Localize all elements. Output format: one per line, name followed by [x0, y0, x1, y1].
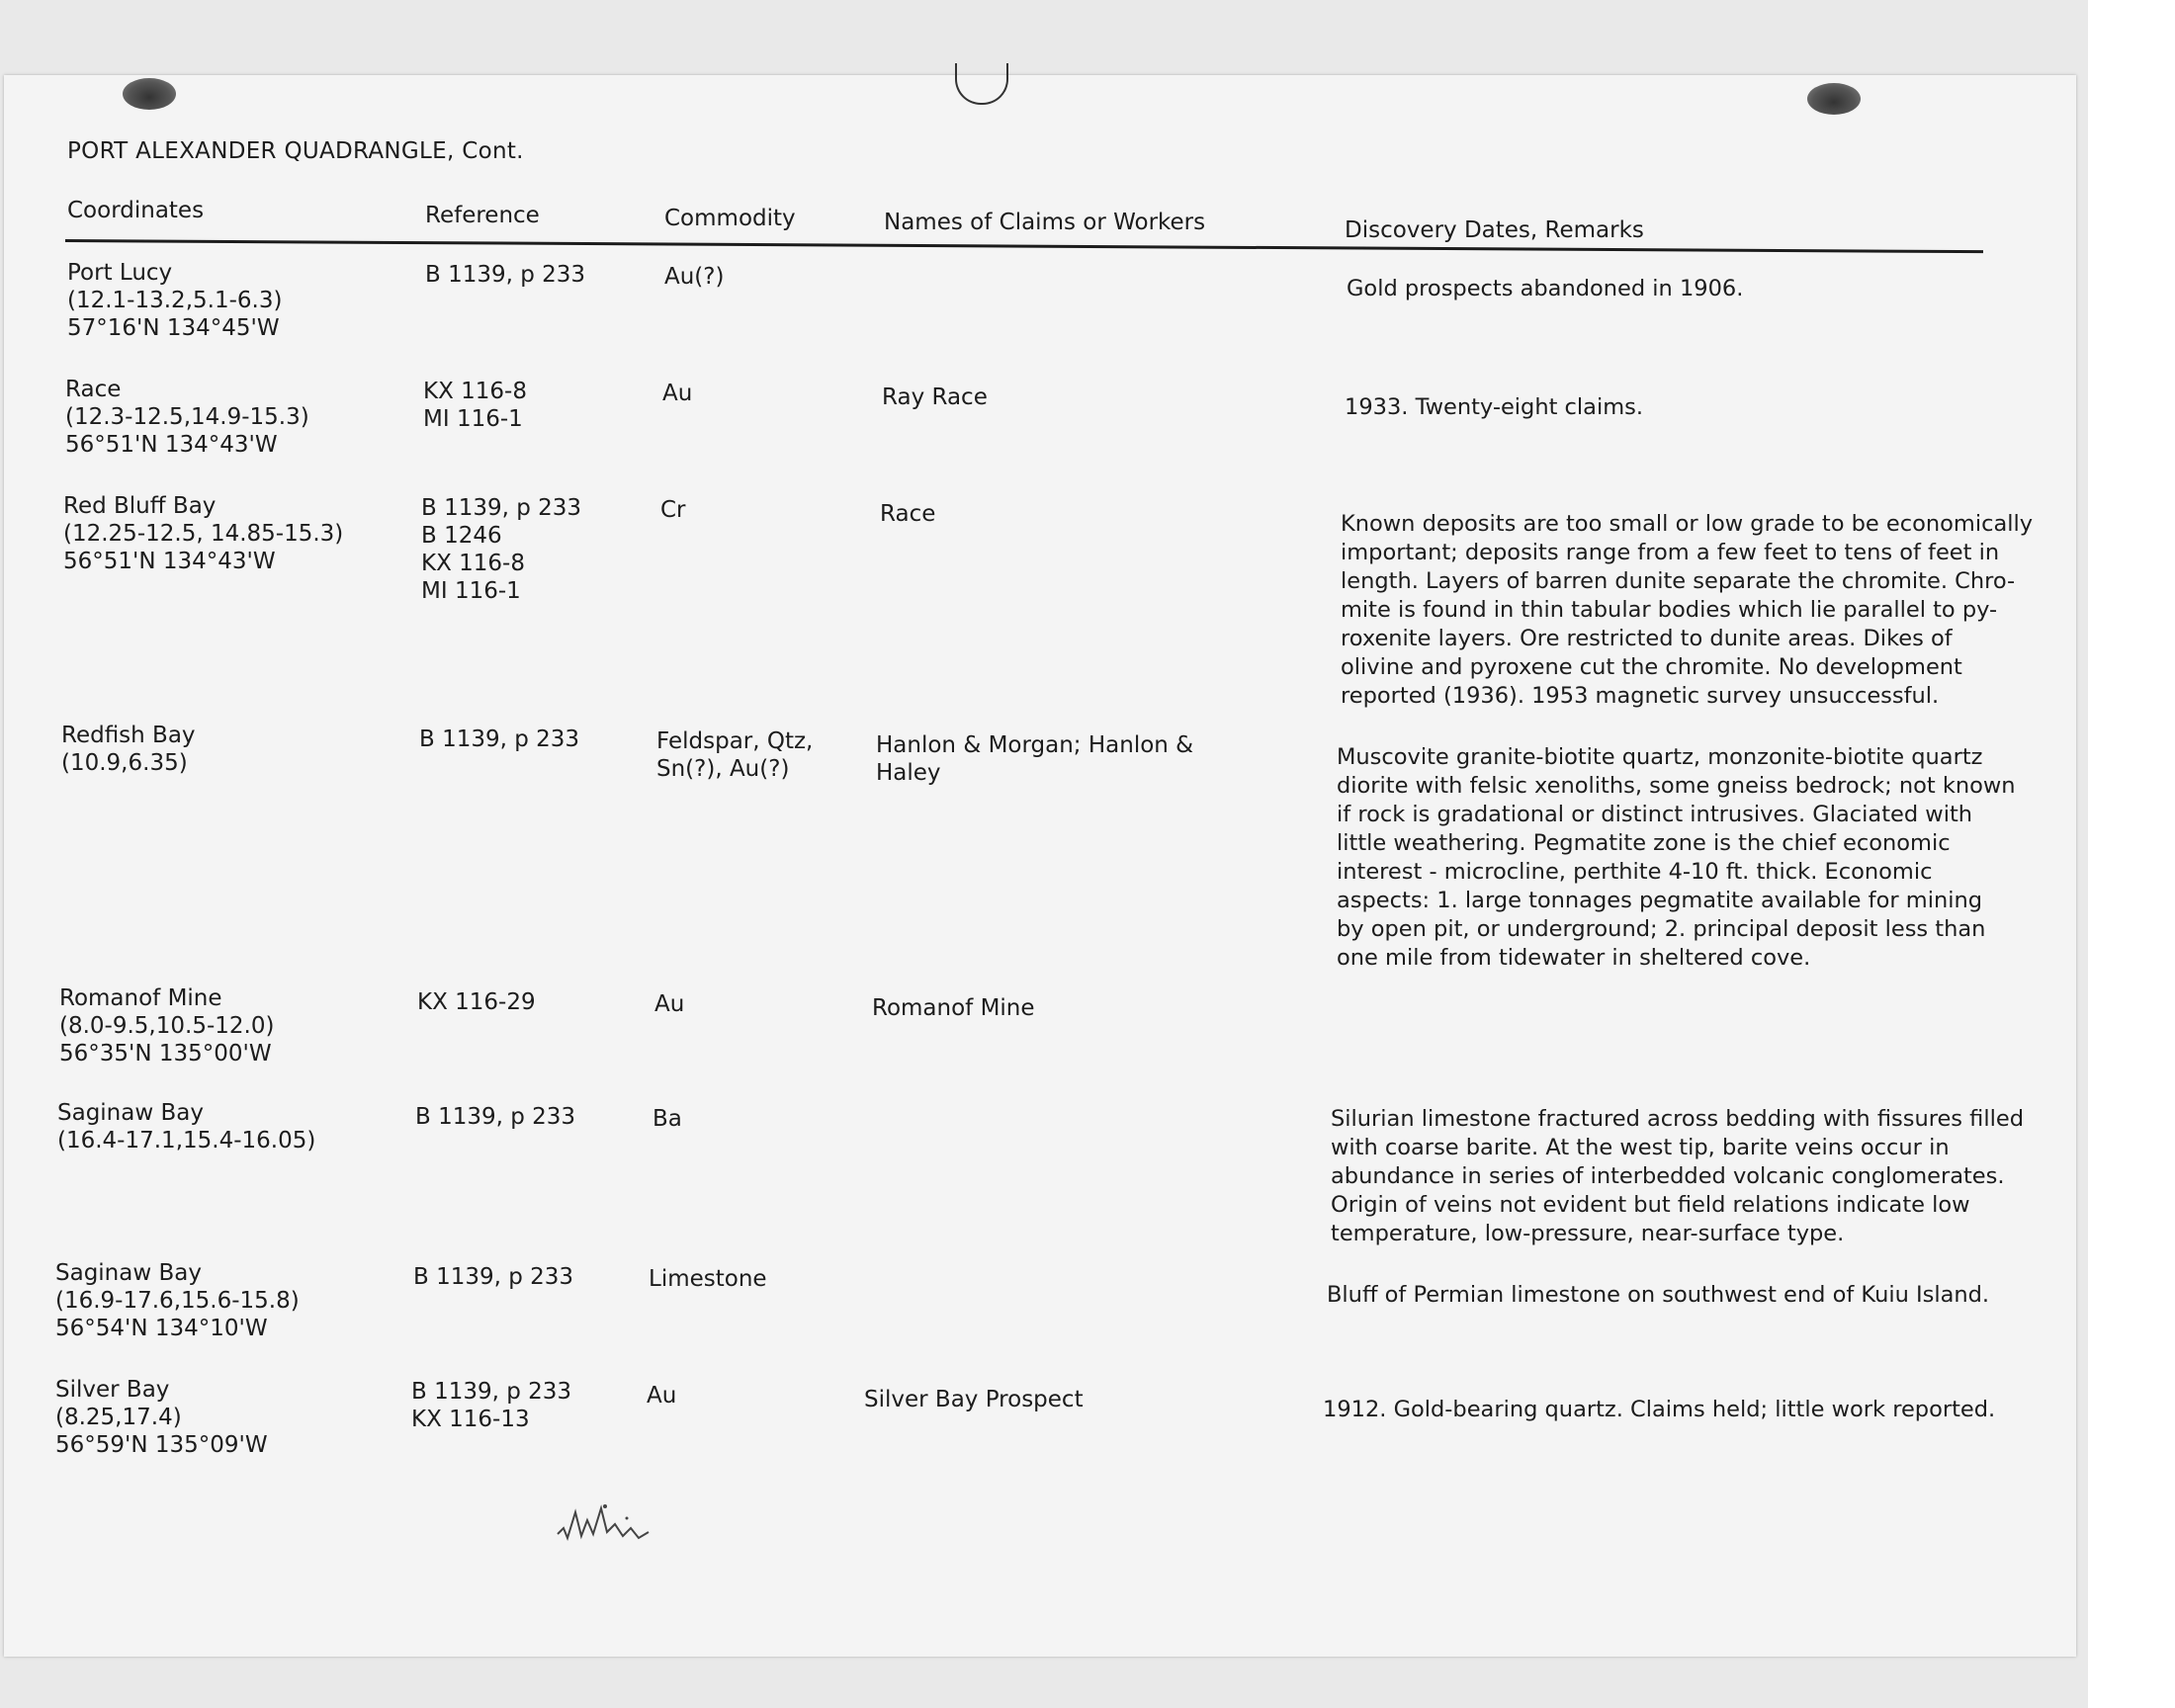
reference-line: B 1139, p 233 — [419, 726, 580, 752]
reference-line: MI 116-1 — [423, 406, 523, 432]
page-title: PORT ALEXANDER QUADRANGLE, Cont. — [67, 138, 524, 164]
deposit-name: Red Bluff Bay — [63, 493, 217, 519]
row-remarks — [1337, 743, 2016, 973]
row-coordinates — [57, 1099, 315, 1154]
row-reference — [415, 1103, 575, 1131]
row-reference — [423, 378, 527, 433]
row-remarks — [1341, 510, 2033, 711]
row-coordinates — [65, 376, 309, 459]
commodity-line: Limestone — [649, 1266, 767, 1292]
scan-margin — [2088, 0, 2175, 1708]
claims-line: Race — [880, 501, 936, 527]
remark-line: Gold prospects abandoned in 1906. — [1347, 276, 1744, 301]
row-commodity — [662, 380, 692, 407]
coordinate-line: (16.4-17.1,15.4-16.05) — [57, 1128, 316, 1153]
coordinate-line: (8.25,17.4) — [55, 1405, 182, 1430]
reference-line: KX 116-29 — [417, 989, 536, 1015]
row-claims — [876, 731, 1193, 787]
row-reference — [419, 726, 579, 753]
punch-hole-left-icon — [123, 78, 176, 110]
row-coordinates — [63, 492, 343, 575]
commodity-line: Au — [662, 381, 693, 406]
remark-line: important; deposits range from a few feet to tens of feet in — [1341, 540, 2000, 565]
deposit-name: Race — [65, 377, 122, 402]
remark-line: length. Layers of barren dunite separate the chromite. Chro- — [1341, 568, 2016, 594]
remark-line: 1912. Gold-bearing quartz. Claims held; little work reported. — [1323, 1397, 1996, 1422]
row-commodity — [654, 990, 684, 1018]
remark-line: Bluff of Permian limestone on southwest end of Kuiu Island. — [1327, 1282, 1990, 1308]
commodity-line: Sn(?), Au(?) — [656, 756, 790, 782]
remark-line: mite is found in thin tabular bodies which lie parallel to py- — [1341, 597, 1998, 623]
remark-line: interest - microcline, perthite 4-10 ft. thick. Economic — [1337, 859, 1933, 885]
coordinate-line: 56°51'N 134°43'W — [63, 549, 276, 574]
row-reference — [413, 1263, 573, 1291]
coordinate-line: (10.9,6.35) — [61, 750, 188, 776]
coordinate-line: 56°35'N 135°00'W — [59, 1041, 272, 1067]
claims-line: Romanof Mine — [872, 995, 1035, 1021]
coordinate-line: (12.25-12.5, 14.85-15.3) — [63, 521, 344, 547]
remark-line: by open pit, or underground; 2. principal deposit less than — [1337, 916, 1986, 942]
row-commodity — [660, 496, 686, 524]
reference-line: B 1246 — [421, 523, 502, 549]
row-remarks — [1331, 1105, 2024, 1248]
row-coordinates — [67, 259, 282, 342]
coordinate-line: (12.3-12.5,14.9-15.3) — [65, 404, 309, 430]
remark-line: with coarse barite. At the west tip, barite veins occur in — [1331, 1135, 1950, 1160]
ink-scribble-icon — [554, 1498, 662, 1548]
column-header-reference: Reference — [425, 203, 540, 228]
row-commodity — [647, 1382, 676, 1409]
column-header-remarks: Discovery Dates, Remarks — [1345, 217, 1644, 243]
column-header-claims: Names of Claims or Workers — [884, 210, 1206, 235]
coordinate-line: 56°59'N 135°09'W — [55, 1432, 268, 1458]
commodity-line: Cr — [660, 497, 686, 523]
row-remarks — [1323, 1396, 1995, 1424]
row-coordinates — [55, 1259, 300, 1342]
reference-line: B 1139, p 233 — [421, 495, 582, 521]
claims-line: Hanlon & Morgan; Hanlon & — [876, 732, 1194, 758]
reference-line: KX 116-8 — [423, 379, 527, 404]
claims-line: Haley — [876, 760, 941, 786]
row-coordinates — [59, 984, 274, 1068]
commodity-line: Au — [647, 1383, 677, 1409]
remark-line: roxenite layers. Ore restricted to dunite areas. Dikes of — [1341, 626, 1953, 651]
commodity-line: Au(?) — [664, 264, 725, 290]
claims-line: Silver Bay Prospect — [864, 1387, 1084, 1412]
row-commodity — [656, 727, 813, 783]
remark-line: Origin of veins not evident but field relations indicate low — [1331, 1192, 1970, 1218]
row-remarks — [1327, 1281, 1989, 1310]
coordinate-line: 56°54'N 134°10'W — [55, 1316, 268, 1341]
remark-line: abundance in series of interbedded volcanic conglomerates. — [1331, 1163, 2005, 1189]
remark-line: Silurian limestone fractured across bedding with fissures filled — [1331, 1106, 2024, 1132]
reference-line: B 1139, p 233 — [413, 1264, 574, 1290]
remark-line: 1933. Twenty-eight claims. — [1345, 394, 1644, 420]
commodity-line: Feldspar, Qtz, — [656, 728, 814, 754]
coordinate-line: 57°16'N 134°45'W — [67, 315, 280, 341]
remark-line: aspects: 1. large tonnages pegmatite available for mining — [1337, 888, 1982, 913]
claims-line: Ray Race — [882, 384, 988, 410]
remark-line: diorite with felsic xenoliths, some gneiss bedrock; not known — [1337, 773, 2016, 799]
reference-line: KX 116-8 — [421, 551, 525, 576]
remark-line: olivine and pyroxene cut the chromite. No development — [1341, 654, 1962, 680]
row-reference — [425, 261, 585, 289]
deposit-name: Port Lucy — [67, 260, 173, 286]
column-header-coordinates: Coordinates — [67, 198, 205, 223]
commodity-line: Ba — [652, 1106, 682, 1132]
deposit-name: Saginaw Bay — [55, 1260, 202, 1286]
row-claims — [882, 384, 988, 411]
reference-line: B 1139, p 233 — [415, 1104, 576, 1130]
deposit-name: Saginaw Bay — [57, 1100, 204, 1126]
row-claims — [880, 500, 935, 528]
remark-line: reported (1936). 1953 magnetic survey unsuccessful. — [1341, 683, 1940, 709]
coordinate-line: (8.0-9.5,10.5-12.0) — [59, 1013, 275, 1039]
reference-line: B 1139, p 233 — [411, 1379, 572, 1405]
row-commodity — [652, 1105, 682, 1133]
reference-line: KX 116-13 — [411, 1407, 530, 1432]
remark-line: if rock is gradational or distinct intrusives. Glaciated with — [1337, 802, 1973, 827]
row-commodity — [664, 263, 724, 291]
deposit-name: Romanof Mine — [59, 985, 222, 1011]
coordinate-line: 56°51'N 134°43'W — [65, 432, 278, 458]
coordinate-line: (16.9-17.6,15.6-15.8) — [55, 1288, 300, 1314]
row-reference — [421, 494, 581, 605]
coordinate-line: (12.1-13.2,5.1-6.3) — [67, 288, 283, 313]
row-remarks — [1345, 393, 1643, 422]
row-remarks — [1347, 275, 1743, 303]
remark-line: one mile from tidewater in sheltered cove. — [1337, 945, 1811, 971]
row-commodity — [649, 1265, 767, 1293]
row-coordinates — [61, 722, 196, 777]
row-claims — [872, 994, 1035, 1022]
reference-line: MI 116-1 — [421, 578, 521, 604]
remark-line: Muscovite granite-biotite quartz, monzonite-biotite quartz — [1337, 744, 1983, 770]
deposit-name: Silver Bay — [55, 1377, 170, 1403]
remark-line: temperature, low-pressure, near-surface type. — [1331, 1221, 1845, 1246]
punch-hole-right-icon — [1807, 83, 1861, 115]
deposit-name: Redfish Bay — [61, 723, 196, 748]
remark-line: Known deposits are too small or low grade to be economically — [1341, 511, 2034, 537]
row-coordinates — [55, 1376, 268, 1459]
remark-line: little weathering. Pegmatite zone is the chief economic — [1337, 830, 1951, 856]
row-reference — [411, 1378, 571, 1433]
row-claims — [864, 1386, 1084, 1413]
commodity-line: Au — [654, 991, 685, 1017]
column-header-commodity: Commodity — [664, 206, 796, 231]
row-reference — [417, 988, 536, 1016]
reference-line: B 1139, p 233 — [425, 262, 586, 288]
